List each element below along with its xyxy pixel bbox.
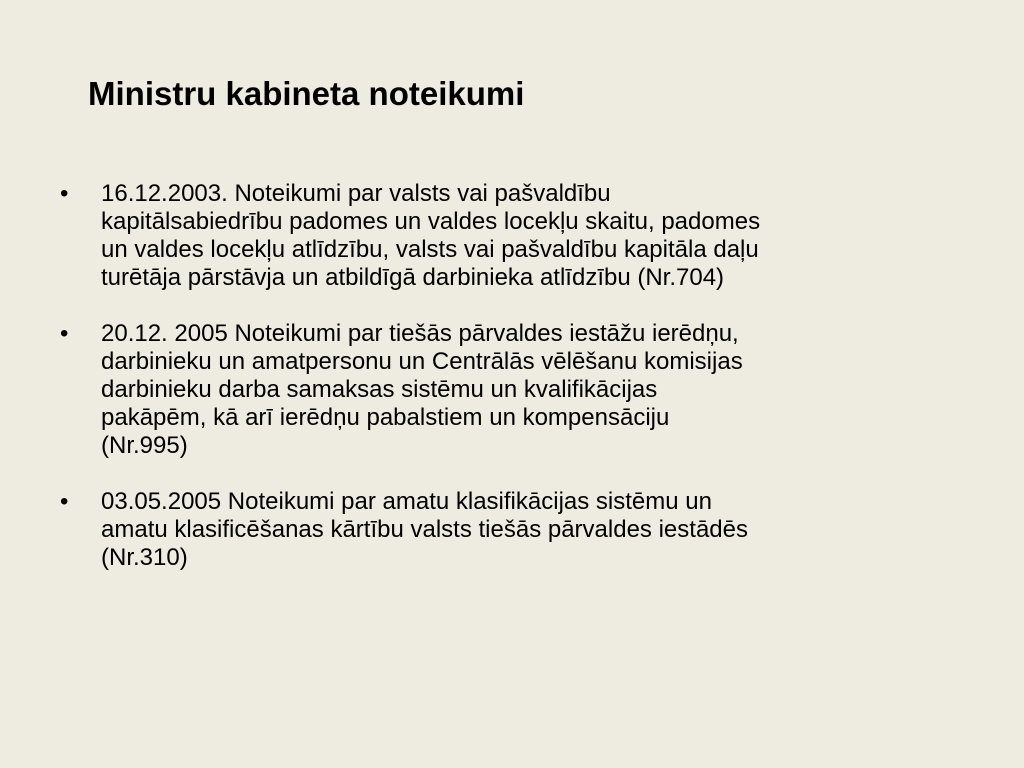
bullet-line: (Nr.995) xyxy=(101,432,188,459)
bullet-line: (Nr.310) xyxy=(101,544,188,571)
bullet-item xyxy=(60,180,980,292)
bullet-text xyxy=(101,180,980,292)
bullet-text xyxy=(101,320,980,460)
bullet-line: 20.12. 2005 Noteikumi par tiešās pārvaldes iestāžu ierēdņu, xyxy=(101,320,739,347)
bullet-line: darbinieku un amatpersonu un Centrālās vēlēšanu komisijas xyxy=(101,348,743,375)
bullet-item xyxy=(60,488,980,572)
bullet-line: un valdes locekļu atlīdzību, valsts vai pašvaldību kapitāla daļu xyxy=(101,236,759,263)
bullet-item xyxy=(60,320,980,460)
bullet-line: amatu klasificēšanas kārtību valsts tiešās pārvaldes iestādēs xyxy=(101,516,748,543)
bullet-line: kapitālsabiedrību padomes un valdes locekļu skaitu, padomes xyxy=(101,208,761,235)
bullet-icon: • xyxy=(60,320,69,347)
bullet-text xyxy=(101,488,980,572)
bullet-line: turētāja pārstāvja un atbildīgā darbinieka atlīdzību (Nr.704) xyxy=(101,264,725,291)
bullet-icon: • xyxy=(60,488,69,515)
slide-title: Ministru kabineta noteikumi xyxy=(88,75,525,112)
bullet-line: darbinieku darba samaksas sistēmu un kvalifikācijas xyxy=(101,376,658,403)
bullet-line: pakāpēm, kā arī ierēdņu pabalstiem un kompensāciju xyxy=(101,404,670,431)
bullet-list xyxy=(60,180,980,600)
bullet-line: 16.12.2003. Noteikumi par valsts vai pašvaldību xyxy=(101,180,611,207)
bullet-line: 03.05.2005 Noteikumi par amatu klasifikācijas sistēmu un xyxy=(101,488,712,515)
bullet-icon: • xyxy=(60,180,69,207)
